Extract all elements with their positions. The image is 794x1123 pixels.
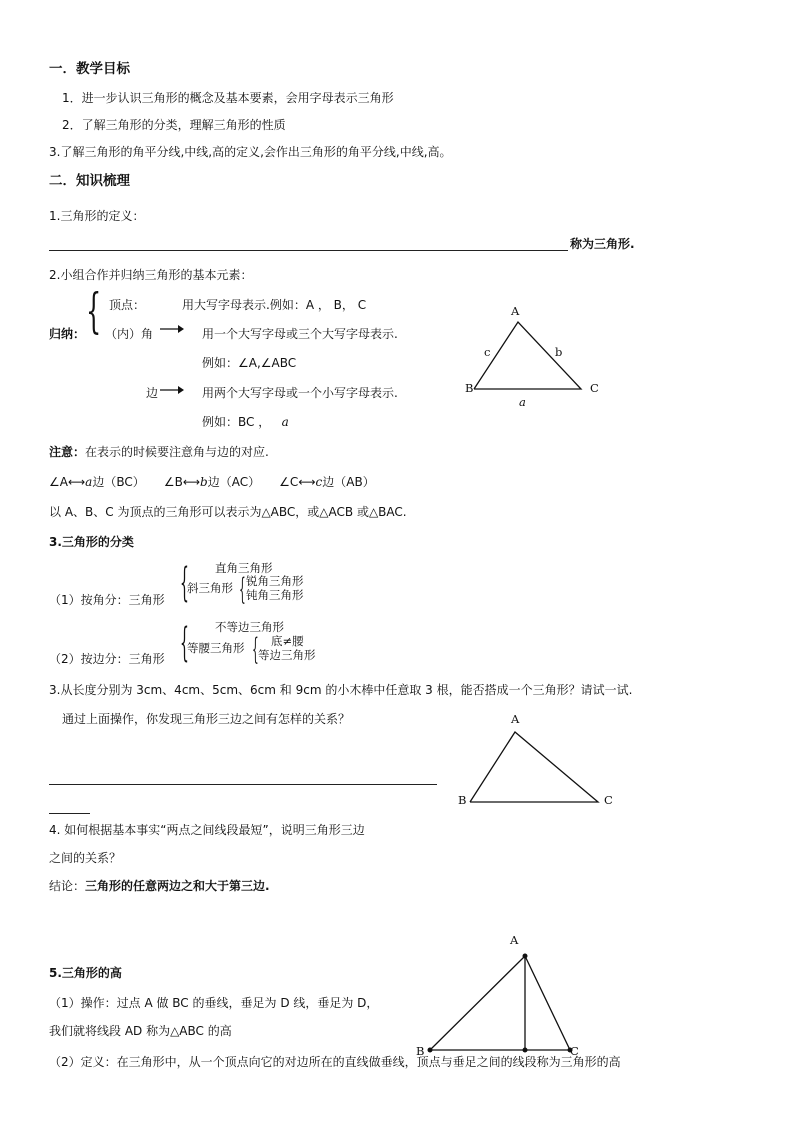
classification-title: 3.三角形的分类 bbox=[49, 535, 134, 549]
brace-isosceles: { bbox=[252, 632, 259, 667]
tri2-label-B: B bbox=[458, 793, 467, 807]
equilateral-triangle: 等边三角形 bbox=[258, 648, 316, 662]
goal-item-2: 2．了解三角形的分类，理解三角形的性质 bbox=[62, 118, 286, 132]
tri1-label-C: C bbox=[590, 381, 599, 395]
isosceles-triangle: 等腰三角形 bbox=[187, 641, 245, 655]
vertex-text: 用大写字母表示.例如：A ， B， C bbox=[182, 298, 367, 312]
acute-triangle: 锐角三角形 bbox=[246, 574, 304, 588]
section-title-knowledge: 二．知识梳理 bbox=[49, 173, 130, 189]
brace-angle: { bbox=[180, 560, 189, 606]
question-shortest: 4. 如何根据基本事实“两点之间线段最短”，说明三角形三边 bbox=[49, 823, 365, 837]
tri1-label-A: A bbox=[511, 304, 520, 318]
triangle-abc-diagram-2 bbox=[460, 725, 610, 805]
altitude-operation-2: 我们就将线段 AD 称为△ABC 的高 bbox=[49, 1024, 232, 1038]
scalene-triangle: 不等边三角形 bbox=[215, 620, 284, 634]
side-example: 例如：BC ， a bbox=[202, 415, 289, 429]
altitude-operation: （1）操作：过点 A 做 BC 的垂线，垂足为 D 线，垂足为 D， bbox=[49, 996, 379, 1010]
definition-label: 1.三角形的定义： bbox=[49, 209, 145, 223]
guina-label: 归纳： bbox=[49, 327, 86, 341]
by-angle-label: （1）按角分：三角形 bbox=[49, 593, 165, 607]
triangle-abc-diagram bbox=[460, 303, 610, 413]
tri1-label-a: a bbox=[519, 395, 526, 409]
altitude-definition: （2）定义：在三角形中，从一个顶点向它的对边所在的直线做垂线，顶点与垂足之间的线段称为三角形的高 bbox=[49, 1055, 621, 1069]
angle-label: （内）角 bbox=[105, 327, 154, 341]
answer-line-1 bbox=[49, 784, 437, 785]
question-shortest-cont: 之间的关系？ bbox=[49, 851, 122, 865]
double-arrow-icon: ⟷ bbox=[67, 475, 86, 489]
definition-blank-line bbox=[49, 250, 568, 251]
tri3-label-C: C bbox=[570, 1044, 579, 1058]
answer-line-2 bbox=[49, 813, 90, 814]
definition-suffix: 称为三角形. bbox=[570, 237, 635, 251]
question-relation: 通过上面操作，你发现三角形三边之间有怎样的关系？ bbox=[62, 712, 351, 726]
arrow-side-icon bbox=[160, 385, 184, 395]
section-title-goals: 一．教学目标 bbox=[49, 61, 130, 77]
tri2-label-A: A bbox=[511, 712, 520, 726]
triangle-altitude-diagram bbox=[420, 945, 590, 1055]
brace-elements: { bbox=[86, 283, 102, 339]
conclusion-line: 结论：三角形的任意两边之和大于第三边. bbox=[49, 879, 270, 893]
altitude-title: 5.三角形的高 bbox=[49, 966, 122, 980]
vertex-label: 顶点： bbox=[109, 298, 146, 312]
double-arrow-icon: ⟷ bbox=[182, 475, 201, 489]
brace-oblique: { bbox=[239, 572, 246, 607]
elements-label: 2.小组合作并归纳三角形的基本元素： bbox=[49, 268, 253, 282]
tri1-label-b: b bbox=[555, 345, 563, 359]
goal-item-1: 1．进一步认识三角形的概念及基本要素，会用字母表示三角形 bbox=[62, 91, 394, 105]
side-label: 边 bbox=[146, 386, 159, 400]
angle-example: 例如：∠A,∠ABC bbox=[202, 356, 297, 370]
tri3-label-B: B bbox=[416, 1044, 425, 1058]
tri2-label-C: C bbox=[604, 793, 613, 807]
tri1-label-c: c bbox=[484, 345, 491, 359]
arrow-angle-icon bbox=[160, 324, 184, 334]
tri3-label-A: A bbox=[510, 933, 519, 947]
brace-side: { bbox=[180, 620, 189, 666]
goal-item-3: 3.了解三角形的角平分线,中线,高的定义,会作出三角形的角平分线,中线,高。 bbox=[49, 145, 452, 159]
base-ne-leg: 底≠腰 bbox=[271, 634, 304, 648]
representation-line: 以 A、B、C 为顶点的三角形可以表示为△ABC，或△ACB 或△BAC. bbox=[49, 505, 407, 519]
obtuse-triangle: 钝角三角形 bbox=[246, 588, 304, 602]
side-text: 用两个大写字母或一个小写字母表示. bbox=[202, 386, 398, 400]
question-sticks: 3.从长度分别为 3cm、4cm、5cm、6cm 和 9cm 的小木棒中任意取 3 根，能否搭成一个三角形？请试一试. bbox=[49, 683, 633, 697]
oblique-triangle: 斜三角形 bbox=[187, 581, 233, 595]
note-line: 注意：在表示的时候要注意角与边的对应. bbox=[49, 445, 269, 459]
angle-text: 用一个大写字母或三个大写字母表示. bbox=[202, 327, 398, 341]
correspondence-line: ∠A⟷a边（BC） ∠B⟷b边（AC） ∠C⟷c边（AB） bbox=[49, 475, 375, 489]
double-arrow-icon: ⟷ bbox=[298, 475, 316, 489]
right-triangle: 直角三角形 bbox=[215, 561, 273, 575]
tri1-label-B: B bbox=[465, 381, 474, 395]
by-side-label: （2）按边分：三角形 bbox=[49, 652, 165, 666]
